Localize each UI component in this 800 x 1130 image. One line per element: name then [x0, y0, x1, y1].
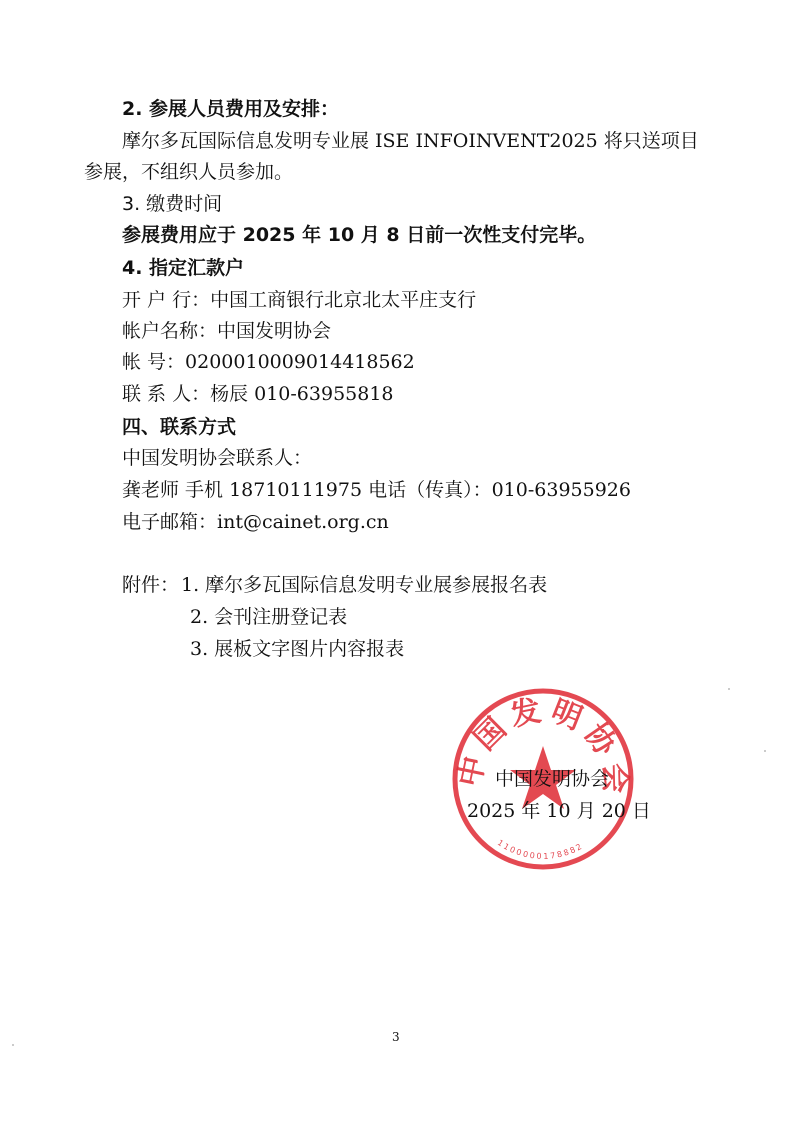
- scan-speck: [764, 750, 766, 752]
- section-3-body: 参展费用应于 2025 年 10 月 8 日前一次性支付完毕。: [122, 224, 597, 246]
- scan-speck: [12, 1044, 14, 1046]
- svg-text:中国发明协会: 中国发明协会: [452, 692, 633, 800]
- section-2-body-line-2: 参展，不组织人员参加。: [84, 161, 294, 183]
- page-number: 3: [392, 1030, 400, 1044]
- section-3-heading: 3. 缴费时间: [122, 193, 223, 215]
- attachment-item-3: 3. 展板文字图片内容报表: [190, 638, 405, 660]
- bank-open-line: 开 户 行：中国工商银行北京北太平庄支行: [122, 289, 477, 311]
- contact-org-line: 中国发明协会联系人：: [122, 447, 313, 469]
- svg-text:1100000178882: 1100000178882: [495, 838, 585, 861]
- attachment-item-2: 2. 会刊注册登记表: [190, 606, 348, 628]
- signature-date: 2025 年 10 月 20 日: [467, 800, 651, 822]
- contact-email-line: 电子邮箱：int@cainet.org.cn: [122, 511, 389, 533]
- bank-contact-line: 联 系 人：杨辰 010-63955818: [122, 383, 394, 405]
- section-4-heading: 4. 指定汇款户: [122, 257, 245, 279]
- attachment-item-1: 1. 摩尔多瓦国际信息发明专业展参展报名表: [181, 574, 548, 596]
- contact-heading: 四、联系方式: [122, 416, 237, 438]
- attachments-label: 附件：: [122, 574, 180, 596]
- scan-speck: [728, 688, 730, 690]
- section-2-body-line-1: 摩尔多瓦国际信息发明专业展 ISE INFOINVENT2025 将只送项目: [122, 130, 699, 152]
- contact-person-line: 龚老师 手机 18710111975 电话（传真）：010-63955926: [122, 479, 631, 501]
- bank-account-name-line: 帐户名称：中国发明协会: [122, 320, 332, 342]
- signature-org: 中国发明协会: [495, 768, 610, 790]
- bank-account-number-line: 帐 号：0200010009014418562: [122, 351, 415, 373]
- section-2-heading: 2. 参展人员费用及安排：: [122, 98, 340, 120]
